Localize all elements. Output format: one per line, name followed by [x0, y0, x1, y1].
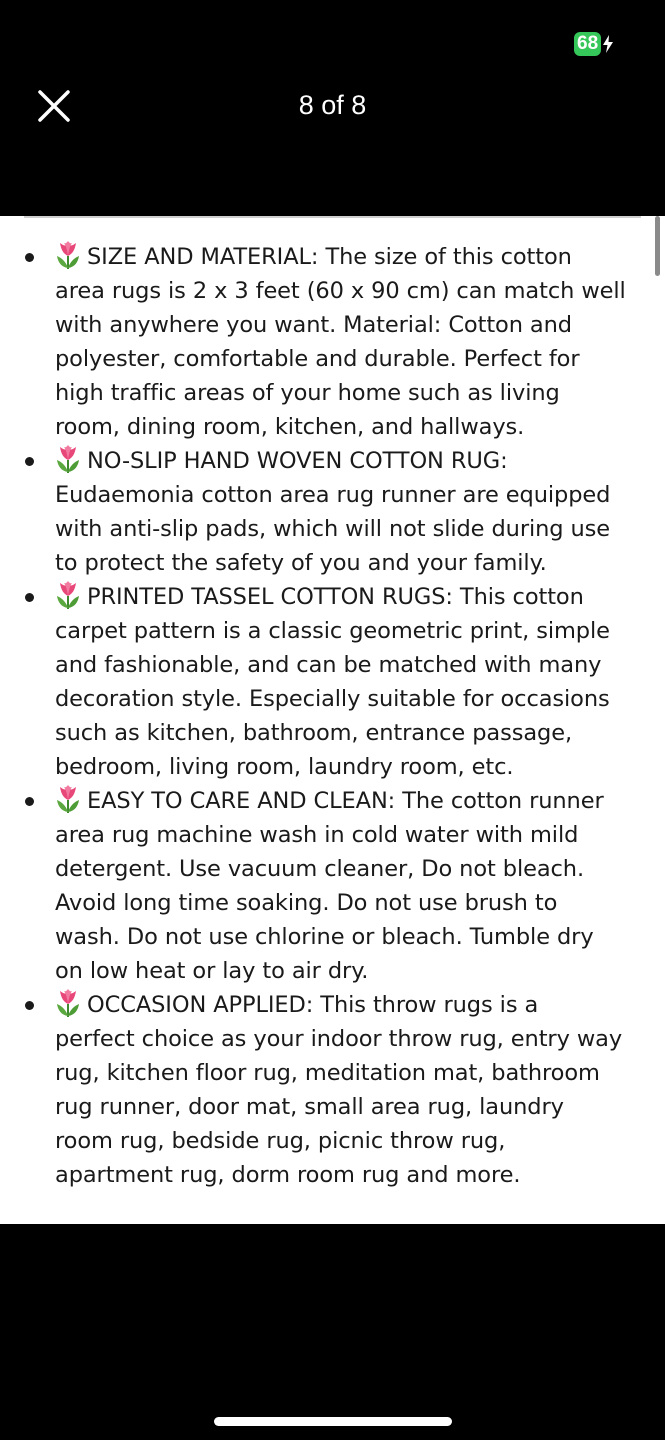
bullet-text-line: rug, kitchen floor rug, meditation mat, bathroom [55, 1060, 600, 1086]
bullet-dot [25, 253, 34, 262]
bullet-text-line: detergent. Use vacuum cleaner, Do not bleach. [55, 856, 585, 882]
bullet-item [0, 240, 640, 444]
bullet-text-line: wash. Do not use chlorine or bleach. Tumble dry [55, 924, 594, 950]
tulip-icon [55, 988, 81, 1018]
home-indicator[interactable] [214, 1417, 452, 1426]
bolt-icon [602, 35, 614, 53]
bullet-dot [25, 593, 34, 602]
bullet-text-line: with anti-slip pads, which will not slide during use [55, 516, 611, 542]
scrollbar-thumb[interactable] [655, 216, 660, 276]
bullet-item [0, 580, 640, 784]
bullet-text-line: on low heat or lay to air dry. [55, 958, 369, 984]
bullet-text-line: area rug machine wash in cold water with mild [55, 822, 579, 848]
bullet-text-line: carpet pattern is a classic geometric print, simple [55, 618, 610, 644]
battery-level: 68 [574, 32, 601, 56]
tulip-icon [55, 444, 81, 474]
bullet-text-line: SIZE AND MATERIAL: The size of this cotton [87, 244, 572, 270]
divider [24, 216, 641, 218]
bullet-text-line: OCCASION APPLIED: This throw rugs is a [87, 992, 539, 1018]
bullet-text-line: to protect the safety of you and your family. [55, 550, 547, 576]
bullet-text-line: Avoid long time soaking. Do not use brush to [55, 890, 558, 916]
bullet-text-line: perfect choice as your indoor throw rug, entry way [55, 1026, 623, 1052]
tulip-icon [55, 240, 81, 270]
bullet-text-line: apartment rug, dorm room rug and more. [55, 1162, 521, 1188]
bullet-text-line: polyester, comfortable and durable. Perfect for [55, 346, 580, 372]
battery-indicator [574, 32, 614, 56]
bullet-text-line: Eudaemonia cotton area rug runner are equipped [55, 482, 611, 508]
bullet-text-line: high traffic areas of your home such as living [55, 380, 560, 406]
bullet-text-line: PRINTED TASSEL COTTON RUGS: This cotton [87, 584, 584, 610]
tulip-icon [55, 784, 81, 814]
bullet-dot [25, 457, 34, 466]
bullet-item [0, 784, 640, 988]
bullet-text-line: such as kitchen, bathroom, entrance passage, [55, 720, 573, 746]
bullet-text-line: area rugs is 2 x 3 feet (60 x 90 cm) can match well [55, 278, 626, 304]
bullet-text-line: with anywhere you want. Material: Cotton and [55, 312, 572, 338]
page-counter: 8 of 8 [298, 90, 367, 120]
tulip-icon [55, 580, 81, 610]
bullet-item [0, 444, 640, 580]
bullet-item [0, 988, 640, 1192]
bullet-text-line: rug runner, door mat, small area rug, laundry [55, 1094, 564, 1120]
bullet-text-line: NO-SLIP HAND WOVEN COTTON RUG: [87, 448, 508, 474]
bullet-dot [25, 797, 34, 806]
bullet-dot [25, 1001, 34, 1010]
feature-bullet-list [0, 240, 640, 1192]
bullet-text-line: bedroom, living room, laundry room, etc. [55, 754, 514, 780]
bullet-text-line: and fashionable, and can be matched with many [55, 652, 602, 678]
bullet-text-line: room, dining room, kitchen, and hallways. [55, 414, 525, 440]
product-image[interactable] [0, 216, 665, 1224]
bullet-text-line: room rug, bedside rug, picnic throw rug, [55, 1128, 506, 1154]
bullet-text-line: decoration style. Especially suitable for occasions [55, 686, 610, 712]
bullet-text-line: EASY TO CARE AND CLEAN: The cotton runner [87, 788, 604, 814]
